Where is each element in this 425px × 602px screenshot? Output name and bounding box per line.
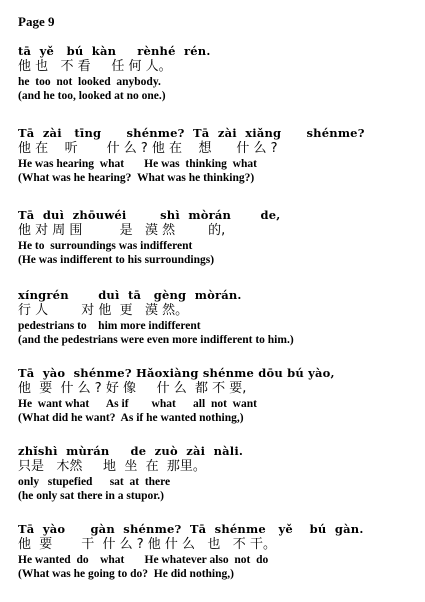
gloss-line: He to surroundings was indifferent (18, 240, 193, 252)
hanzi-line: 他 要 干 什 么 ? 他 什 么 也 不 干。 (18, 537, 276, 552)
text-block (18, 522, 418, 581)
pinyin-line: xíngrén duì tā gèng mòrán. (18, 288, 242, 302)
hanzi-line: 他 也 不 看 任 何 人。 (18, 59, 172, 74)
translation-line: (and the pedestrians were even more indifferent to him.) (18, 334, 294, 346)
translation-line: (What did he want? As if he wanted nothing,) (18, 412, 244, 424)
hanzi-line: 行 人 对 他 更 漠 然。 (18, 303, 189, 318)
translation-line: (He was indifferent to his surroundings) (18, 254, 215, 266)
text-block (18, 366, 418, 425)
hanzi-line: 他 对 周 围 是 漠 然 的, (18, 223, 226, 238)
gloss-line: he too not looked anybody. (18, 76, 161, 88)
translation-line: (What was he hearing? What was he thinking?) (18, 172, 255, 184)
gloss-line: only stupefied sat at there (18, 476, 171, 488)
text-block (18, 126, 418, 185)
pinyin-line: Tā yào shénme? Hǎoxiàng shénme dōu bú yào, (18, 366, 335, 380)
translation-line: (What was he going to do? He did nothing,) (18, 568, 234, 580)
page-title: Page 9 (18, 14, 55, 29)
text-block (18, 288, 418, 347)
hanzi-line: 他 要 什 么 ? 好 像 什 么 都 不 要, (18, 381, 247, 396)
hanzi-line: 他 在 听 什 么 ? 他 在 想 什 么 ? (18, 141, 278, 156)
pinyin-line: tā yě bú kàn rènhé rén. (18, 44, 211, 58)
translation-line: (and he too, looked at no one.) (18, 90, 166, 102)
pinyin-line: Tā yào gàn shénme? Tā shénme yě bú gàn. (18, 522, 364, 536)
pinyin-line: zhǐshì mùrán de zuò zài nàli. (18, 444, 244, 458)
gloss-line: He wanted do what He whatever also not do (18, 554, 269, 566)
text-block (18, 444, 418, 503)
pinyin-line: Tā duì zhōuwéi shì mòrán de, (18, 208, 281, 222)
text-block (18, 208, 418, 267)
gloss-line: He was hearing what He was thinking what (18, 158, 257, 170)
translation-line: (he only sat there in a stupor.) (18, 490, 164, 502)
gloss-line: He want what As if what all not want (18, 398, 257, 410)
gloss-line: pedestrians to him more indifferent (18, 320, 201, 332)
hanzi-line: 只是 木然 地 坐 在 那里。 (18, 459, 206, 474)
pinyin-line: Tā zài tīng shénme? Tā zài xiǎng shénme? (18, 126, 365, 140)
text-block (18, 44, 418, 103)
